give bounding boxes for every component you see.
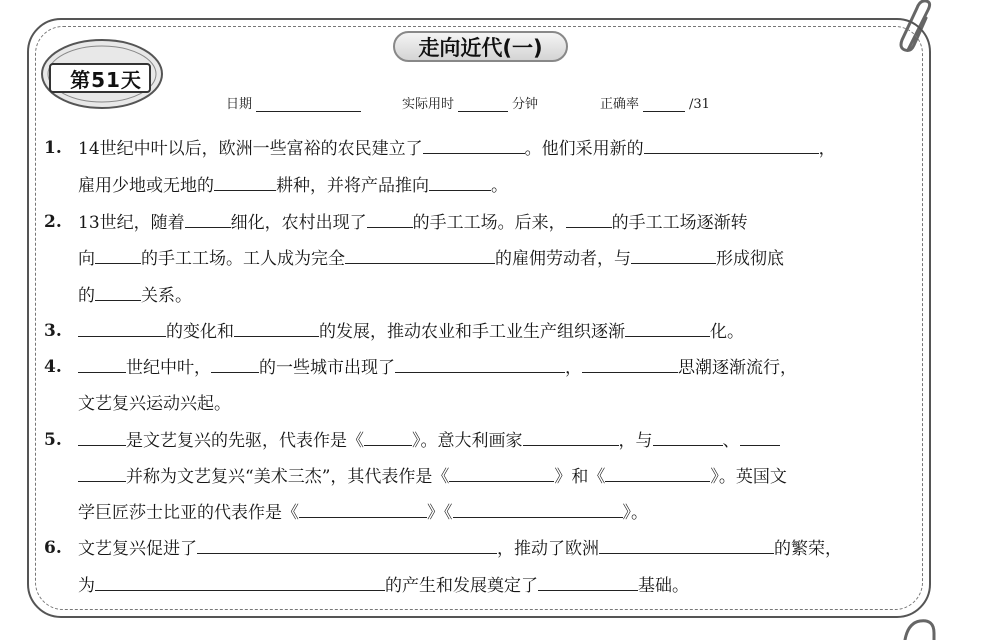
date-field[interactable]: [226, 92, 365, 112]
question-text: 的雇佣劳动者，与: [495, 249, 631, 269]
answer-blank[interactable]: [644, 133, 819, 154]
question-line: [78, 207, 748, 237]
question-number: 2.: [44, 212, 62, 232]
question-text: 向: [78, 249, 95, 269]
answer-blank[interactable]: [423, 133, 525, 154]
answer-blank[interactable]: [345, 243, 495, 264]
question-line: [78, 170, 508, 200]
question-line: [78, 425, 780, 455]
answer-blank[interactable]: [214, 170, 276, 191]
question-text: ，与: [618, 431, 653, 451]
question-text: ，: [818, 139, 836, 159]
question-text: 》。意大利画家: [412, 431, 523, 451]
answer-blank[interactable]: [625, 316, 710, 337]
question-line: [78, 461, 787, 491]
question-text: 。: [491, 176, 508, 196]
answer-blank[interactable]: [78, 425, 126, 446]
question-text: 》。: [622, 503, 648, 523]
paper-clip-icon: [900, 615, 940, 640]
question-line: [78, 533, 842, 563]
answer-blank[interactable]: [523, 425, 619, 446]
question-text: 文艺复兴促进了: [78, 539, 197, 559]
question-text: 14世纪中叶以后，欧洲一些富裕的农民建立了: [78, 139, 423, 159]
answer-blank[interactable]: [299, 497, 427, 518]
answer-blank[interactable]: [78, 352, 126, 373]
question-text: 13世纪，随着: [78, 213, 185, 233]
answer-blank[interactable]: [95, 280, 141, 301]
answer-blank[interactable]: [740, 425, 780, 446]
question-text: ，: [565, 358, 582, 378]
question-text: 思潮逐渐流行，: [678, 358, 797, 378]
answer-blank[interactable]: [197, 533, 497, 554]
accuracy-label: 正确率: [600, 97, 640, 112]
question-text: 文艺复兴运动兴起。: [78, 394, 231, 414]
answer-blank[interactable]: [449, 461, 554, 482]
answer-blank[interactable]: [599, 533, 774, 554]
question-text: 形成彻底: [716, 249, 784, 269]
question-line: [78, 389, 231, 419]
question-text: 的变化和: [166, 322, 234, 342]
question-text: 雇用少地或无地的: [78, 176, 214, 196]
question-text: 是文艺复兴的先驱，代表作是《: [126, 431, 364, 451]
question-text: 的手工工场。工人成为完全: [141, 249, 345, 269]
question-text: 并称为文艺复兴“美术三杰”，其代表作是《: [126, 467, 450, 487]
question-text: 。他们采用新的: [524, 139, 644, 159]
day-badge: 第51天: [70, 68, 142, 92]
accuracy-total: /31: [689, 97, 710, 112]
answer-blank[interactable]: [95, 570, 385, 591]
answer-blank[interactable]: [453, 497, 623, 518]
answer-blank[interactable]: [234, 316, 319, 337]
time-label: 实际用时: [402, 97, 455, 112]
question-line: [78, 280, 192, 310]
question-text: 的发展，推动农业和手工业生产组织逐渐: [319, 322, 625, 342]
answer-blank[interactable]: [605, 461, 710, 482]
question-text: 》《: [427, 503, 453, 523]
date-blank[interactable]: [256, 110, 361, 112]
answer-blank[interactable]: [631, 243, 716, 264]
question-line: [78, 352, 797, 382]
answer-blank[interactable]: [95, 243, 141, 264]
accuracy-blank[interactable]: [643, 110, 685, 112]
time-blank[interactable]: [458, 110, 508, 112]
question-text: 细化，农村出现了: [230, 213, 367, 233]
question-text: 的一些城市出现了: [259, 358, 395, 378]
question-text: 的产生和发展奠定了: [385, 576, 538, 596]
question-number: 4.: [44, 357, 62, 377]
question-text: 》和《: [554, 467, 606, 487]
answer-blank[interactable]: [582, 352, 678, 373]
answer-blank[interactable]: [429, 170, 491, 191]
date-label: 日期: [226, 97, 253, 112]
question-number: 1.: [44, 138, 62, 158]
question-text: 学巨匠莎士比亚的代表作是《: [78, 503, 299, 523]
question-text: 》。英国文: [710, 467, 787, 487]
answer-blank[interactable]: [566, 207, 612, 228]
question-text: 基础。: [638, 576, 689, 596]
answer-blank[interactable]: [538, 570, 638, 591]
answer-blank[interactable]: [653, 425, 723, 446]
question-line: [78, 243, 784, 273]
question-text: 化。: [710, 322, 744, 342]
answer-blank[interactable]: [185, 207, 231, 228]
question-number: 5.: [44, 430, 62, 450]
question-text: 耕种，并将产品推向: [276, 176, 429, 196]
question-line: [78, 133, 836, 163]
question-text: 关系。: [141, 286, 192, 306]
question-line: [78, 497, 648, 527]
question-text: 的繁荣，: [774, 539, 842, 559]
answer-blank[interactable]: [78, 316, 166, 337]
answer-blank[interactable]: [395, 352, 565, 373]
question-text: ，推动了欧洲: [497, 539, 599, 559]
question-text: 为: [78, 576, 95, 596]
answer-blank[interactable]: [211, 352, 259, 373]
page-title: 走向近代(一): [393, 31, 568, 62]
answer-blank[interactable]: [367, 207, 413, 228]
question-text: 的手工工场。后来，: [412, 213, 566, 233]
question-text: 的手工工场逐渐转: [611, 213, 748, 233]
time-field[interactable]: [402, 92, 538, 112]
answer-blank[interactable]: [364, 425, 412, 446]
question-text: 的: [78, 286, 95, 306]
accuracy-field[interactable]: [600, 92, 710, 112]
question-text: 、: [722, 431, 740, 451]
question-line: [78, 316, 744, 346]
question-line: [78, 570, 689, 600]
answer-blank[interactable]: [78, 461, 126, 482]
question-text: 世纪中叶，: [126, 358, 211, 378]
minute-label: 分钟: [512, 97, 539, 112]
question-number: 3.: [44, 321, 62, 341]
question-number: 6.: [44, 538, 62, 558]
